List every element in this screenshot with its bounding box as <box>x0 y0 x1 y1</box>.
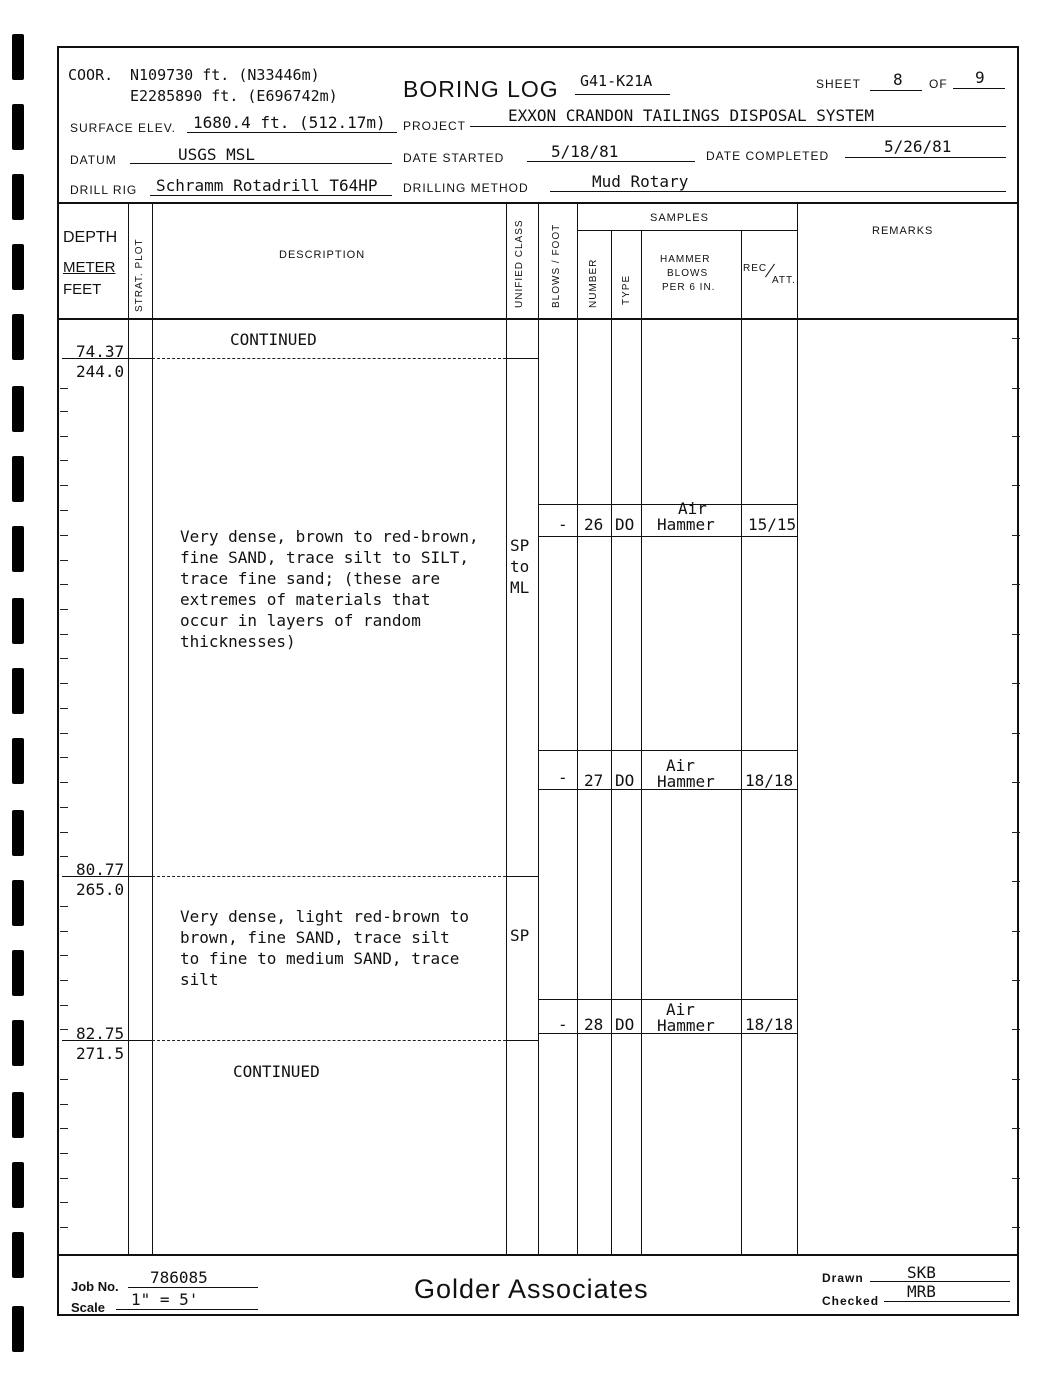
sample-type: DO <box>615 1015 635 1034</box>
layer-2-class <box>510 925 529 946</box>
project-label: PROJECT <box>403 119 467 133</box>
coor-line-1: N109730 ft. (N33446m) <box>130 66 320 84</box>
description-line: trace fine sand; (these are <box>180 569 441 588</box>
depth-feet: 271.5 <box>76 1044 125 1063</box>
sample-blows: - <box>558 768 568 787</box>
sample-hammer-2: Hammer <box>657 515 715 534</box>
class-line: SP <box>510 536 530 555</box>
depth-meter: 74.37 <box>76 342 125 361</box>
sample-number: 26 <box>584 515 604 534</box>
coor-label: COOR. <box>68 66 114 84</box>
log-id: G41-K21A <box>580 72 653 90</box>
sheet-total: 9 <box>975 68 985 87</box>
col-type: TYPE <box>621 274 632 305</box>
sample-hammer-1: Air <box>678 499 707 518</box>
drawn-by: SKB <box>907 1263 936 1282</box>
depth-feet: 244.0 <box>76 362 125 381</box>
class-line: to <box>510 557 530 576</box>
drill-rig: Schramm Rotadrill T64HP <box>156 176 378 195</box>
col-strat-plot: STRAT. PLOT <box>134 238 145 312</box>
scale-value: 1" = 5' <box>131 1290 199 1309</box>
col-unified-class: UNIFIED CLASS <box>514 219 525 308</box>
sample-recovery: 15/15 <box>748 515 797 534</box>
checked-label: Checked <box>822 1294 880 1308</box>
layer-1-class <box>510 535 529 598</box>
col-blows-foot: BLOWS / FOOT <box>551 223 562 308</box>
class-line: SP <box>510 926 530 945</box>
company-name: Golder Associates <box>414 1274 649 1304</box>
sample-blows: - <box>558 1015 568 1034</box>
drilling-method: Mud Rotary <box>592 172 689 191</box>
job-number: 786085 <box>150 1268 208 1287</box>
layer-1-description <box>180 526 479 652</box>
class-line: ML <box>510 578 530 597</box>
scale-label: Scale <box>71 1300 105 1315</box>
description-line: occur in layers of random <box>180 611 421 630</box>
col-hammer-3: PER 6 IN. <box>662 282 716 293</box>
datum-value: USGS MSL <box>178 145 256 164</box>
continued-bottom: CONTINUED <box>233 1062 320 1081</box>
sample-hammer-2: Hammer <box>657 1016 715 1035</box>
col-feet: FEET <box>63 281 102 298</box>
sample-hammer-2: Hammer <box>657 772 715 791</box>
drill-rig-label: DRILL RIG <box>70 183 138 197</box>
checked-by: MRB <box>907 1282 936 1301</box>
col-depth: DEPTH <box>63 229 118 246</box>
of-label: OF <box>929 77 948 91</box>
boring-log-title: BORING LOG <box>403 76 559 102</box>
sample-blows: - <box>558 515 568 534</box>
col-rec: REC <box>743 263 768 274</box>
description-line: fine SAND, trace silt to SILT, <box>180 548 469 567</box>
date-completed-label: DATE COMPLETED <box>706 149 830 163</box>
drawn-label: Drawn <box>822 1271 864 1285</box>
job-label: Job No. <box>71 1279 119 1294</box>
col-hammer-2: BLOWS <box>667 268 709 279</box>
depth-meter: 82.75 <box>76 1024 125 1043</box>
description-line: extremes of materials that <box>180 590 431 609</box>
continued-top: CONTINUED <box>230 330 317 349</box>
sheet-number: 8 <box>893 70 903 89</box>
col-description: DESCRIPTION <box>279 249 366 261</box>
sheet-label: SHEET <box>816 77 862 91</box>
sample-type: DO <box>615 771 635 790</box>
depth-feet: 265.0 <box>76 880 125 899</box>
description-line: Very dense, brown to red-brown, <box>180 527 479 546</box>
col-remarks: REMARKS <box>872 225 934 237</box>
description-line: silt <box>180 970 219 989</box>
datum-label: DATUM <box>70 153 117 167</box>
description-line: thicknesses) <box>180 632 296 651</box>
sample-type: DO <box>615 515 635 534</box>
date-started: 5/18/81 <box>551 142 619 161</box>
description-line: brown, fine SAND, trace silt <box>180 928 450 947</box>
sample-hammer-1: Air <box>666 1000 695 1019</box>
drilling-method-label: DRILLING METHOD <box>403 181 529 195</box>
coor-line-2: E2285890 ft. (E696742m) <box>130 87 338 105</box>
col-hammer-1: HAMMER <box>660 254 711 265</box>
col-number: NUMBER <box>588 258 599 308</box>
date-completed: 5/26/81 <box>884 137 952 156</box>
col-samples: SAMPLES <box>650 212 709 224</box>
description-line: Very dense, light red-brown to <box>180 907 469 926</box>
sample-hammer-1: Air <box>666 756 695 775</box>
sample-recovery: 18/18 <box>745 1015 794 1034</box>
surface-elev-label: SURFACE ELEV. <box>70 121 176 135</box>
depth-meter: 80.77 <box>76 860 125 879</box>
description-line: to fine to medium SAND, trace <box>180 949 460 968</box>
sample-number: 28 <box>584 1015 604 1034</box>
surface-elev: 1680.4 ft. (512.17m) <box>193 113 386 132</box>
col-meter: METER <box>63 259 116 276</box>
project-name: EXXON CRANDON TAILINGS DISPOSAL SYSTEM <box>508 106 875 125</box>
sample-number: 27 <box>584 771 604 790</box>
sample-recovery: 18/18 <box>745 771 794 790</box>
col-att: ATT. <box>772 275 796 286</box>
layer-2-description <box>180 906 469 990</box>
date-started-label: DATE STARTED <box>403 151 505 165</box>
